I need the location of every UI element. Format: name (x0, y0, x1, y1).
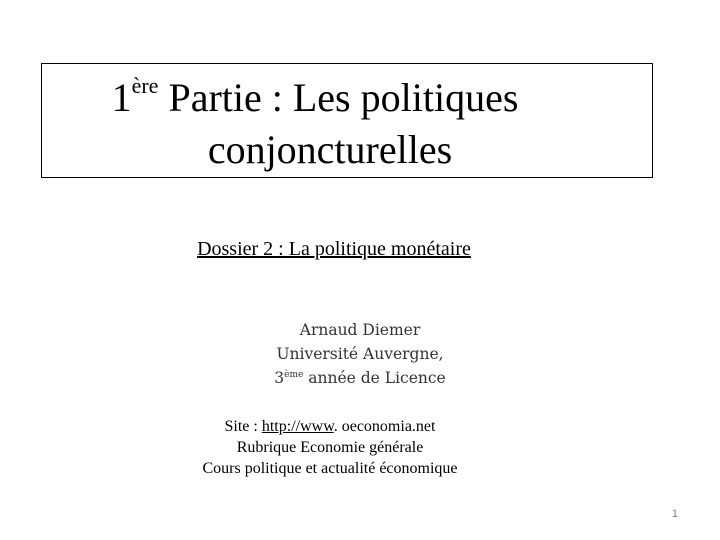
site-domain: . oeconomia.net (333, 418, 436, 435)
title-number: 1 (111, 75, 132, 120)
author-university: Université Auvergne, (276, 345, 444, 363)
dossier-heading: Dossier 2 : La politique monétaire (197, 238, 471, 260)
site-cours: Cours politique et actualité économique (202, 460, 458, 477)
site-label: Site : (224, 418, 262, 435)
author-year-superscript: ème (284, 370, 304, 380)
site-link[interactable]: http://www (261, 418, 334, 435)
title-line-1-text: Partie : Les politiques (158, 75, 519, 120)
title-box (41, 63, 653, 178)
author-name: Arnaud Diemer (299, 321, 421, 339)
author-year-number: 3 (274, 369, 285, 387)
author-year-rest: année de Licence (303, 369, 446, 387)
page-number: 1 (671, 508, 678, 520)
title-line-1 (42, 73, 652, 120)
author-year (200, 366, 520, 390)
author-block (200, 318, 520, 390)
site-line (170, 416, 490, 437)
title-line-2: conjoncturelles (207, 127, 453, 172)
site-block (170, 416, 490, 479)
site-rubrique: Rubrique Economie générale (236, 439, 424, 456)
title-superscript: ère (131, 73, 159, 98)
